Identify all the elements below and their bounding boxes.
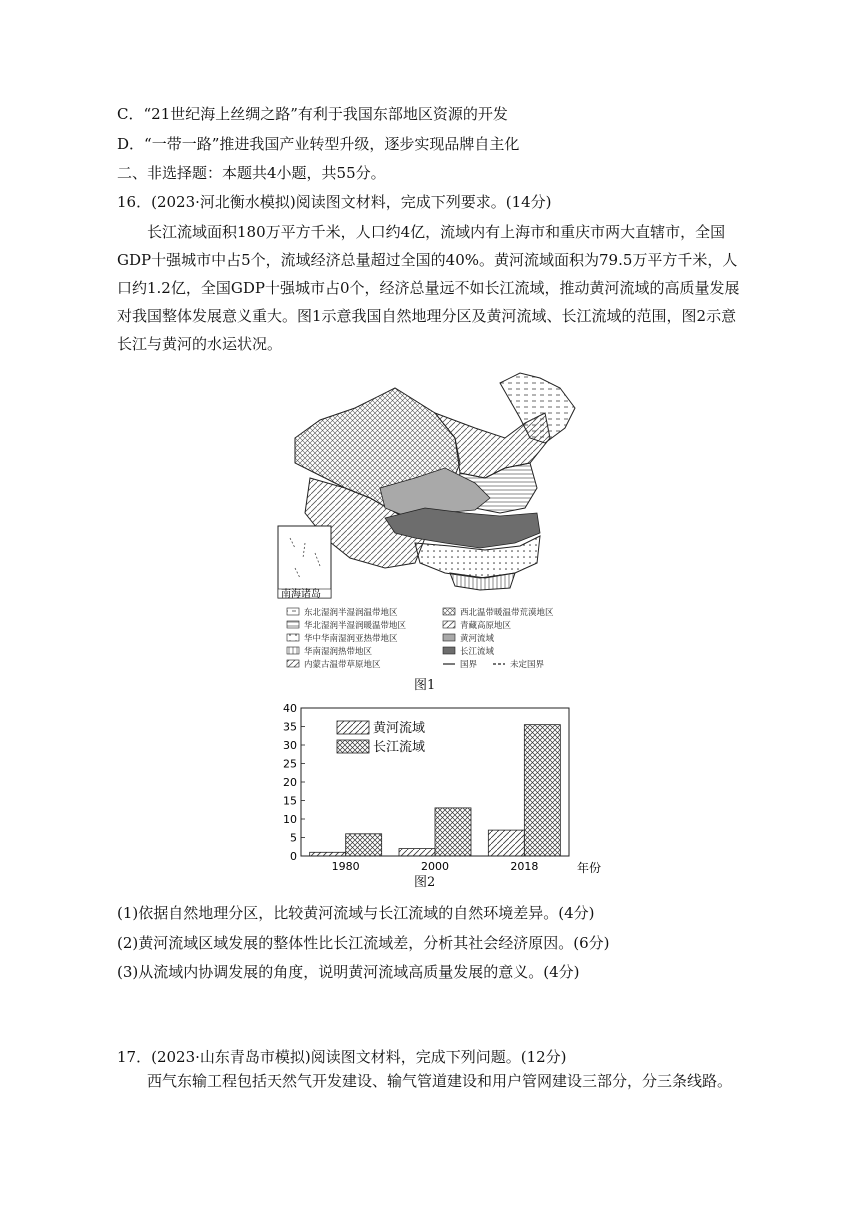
x-tick-label: 1980 [331, 860, 360, 873]
bar-yangtze-river-2018 [524, 725, 560, 856]
y-tick-label: 15 [283, 794, 297, 808]
y-tick-label: 35 [283, 720, 297, 734]
legend-yellow-river: 黄河流域 [460, 634, 495, 644]
y-tick-label: 40 [283, 702, 297, 715]
figure-2-caption: 图2 [414, 875, 436, 890]
figure-2-chart [275, 700, 615, 875]
question-16-part-2: (2)黄河流域区域发展的整体性比长江流域差，分析其社会经济原因。(6分) [117, 934, 610, 952]
legend-central-south: 华中华南湿润亚热带地区 [304, 634, 398, 644]
figure-1-caption: 图1 [414, 678, 436, 693]
section-heading: 二、非选择题：本题共4小题，共55分。 [117, 164, 386, 182]
legend-northeast: 东北湿润半湿润温带地区 [304, 608, 398, 618]
legend-northwest: 西北温带暖温带荒漠地区 [460, 608, 554, 618]
legend-south-tropical: 华南湿润热带地区 [304, 647, 373, 657]
option-c: C．“21世纪海上丝绸之路”有利于我国东部地区资源的开发 [117, 105, 508, 123]
figure-1-map [275, 368, 595, 688]
y-tick-label: 10 [283, 813, 297, 826]
bar-yangtze-river-2000 [435, 808, 471, 856]
question-16-header: 16．(2023·河北衡水模拟)阅读图文材料，完成下列要求。(14分) [117, 193, 552, 211]
inset-label: 南海诸岛 [281, 589, 321, 600]
bar-yellow-river-2018 [488, 830, 524, 856]
legend-swatch-yangtze-river [337, 740, 369, 753]
question-17-material: 西气东输工程包括天然气开发建设、输气管道建设和用户管网建设三部分，分三条线路。 [147, 1072, 733, 1090]
bar-yellow-river-1980 [310, 852, 346, 856]
legend-inner-mongolia: 内蒙古温带草原地区 [304, 660, 381, 670]
x-axis-label: 年份 [577, 861, 602, 875]
south-china-sea-inset [278, 526, 331, 598]
y-tick-label: 25 [283, 757, 297, 771]
legend-undetermined-border: 未定国界 [510, 660, 545, 670]
y-tick-label: 30 [283, 739, 297, 752]
chart-legend [337, 720, 425, 755]
bar-yellow-river-2000 [399, 849, 435, 856]
legend-north-china: 华北湿润半湿润暖温带地区 [304, 621, 407, 631]
question-16-part-3: (3)从流域内协调发展的角度，说明黄河流域高质量发展的意义。(4分) [117, 963, 580, 981]
legend-swatch-yellow-river [337, 721, 369, 734]
y-tick-label: 0 [290, 850, 297, 863]
legend-yangtze-river-basin: 长江流域 [373, 740, 426, 755]
northeast-region [500, 373, 575, 443]
legend-yellow-river-basin: 黄河流域 [373, 721, 426, 736]
x-tick-label: 2018 [510, 860, 539, 873]
map-legend [287, 607, 554, 670]
bar-yangtze-river-1980 [346, 834, 382, 856]
y-tick-label: 5 [290, 831, 297, 845]
question-17-header: 17．(2023·山东青岛市模拟)阅读图文材料，完成下列问题。(12分) [117, 1048, 567, 1066]
y-tick-label: 20 [283, 776, 297, 789]
question-16-part-1: (1)依据自然地理分区，比较黄河流域与长江流域的自然环境差异。(4分) [117, 904, 595, 922]
legend-border: 国界 [460, 660, 478, 670]
legend-yangtze-river: 长江流域 [460, 647, 495, 657]
option-d: D．“一带一路”推进我国产业转型升级，逐步实现品牌自主化 [117, 135, 520, 153]
x-tick-label: 2000 [421, 860, 449, 873]
legend-qinghai-tibet: 青藏高原地区 [460, 621, 512, 631]
question-16-material: 长江流域面积180万平方千米，人口约4亿，流域内有上海市和重庆市两大直辖市，全国GDP十强城市中占5个，流域经济总量超过全国的40%。黄河流域面积为79.5万平方千米，人口约1.2亿，全国GDP十强城市占0个，经济总量远不如长江流域，推动黄河流域的高质量发展对我国整体发展意义重大。图1示意我国自然地理分区及黄河流域、长江流域的范围，图2示意长江与黄河的水运状况。 [117, 223, 740, 353]
